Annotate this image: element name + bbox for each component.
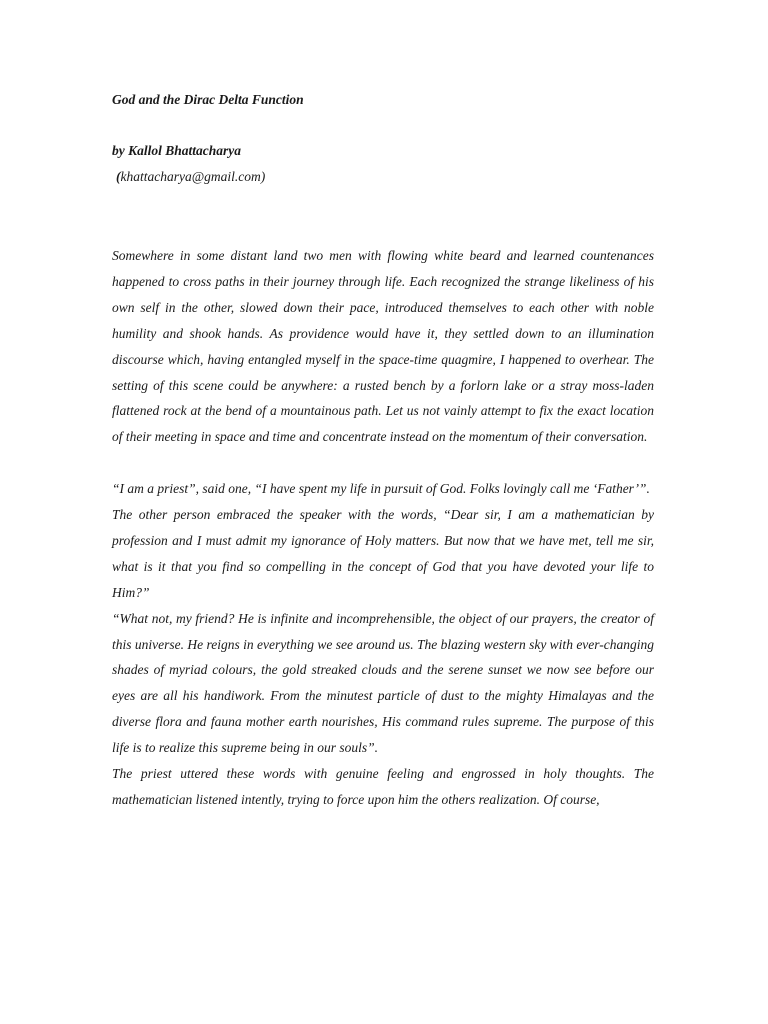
paragraph-narration: The priest uttered these words with genuine feeling and engrossed in holy thoughts. The mathematician listened intently, trying to force upon him the others realization. Of course, xyxy=(112,766,654,808)
author-byline: by Kallol Bhattacharya xyxy=(112,143,242,158)
email-address: khattacharya@gmail.com) xyxy=(120,169,266,184)
paragraph-intro: Somewhere in some distant land two men with flowing white beard and learned countenances happened to cross paths in their journey through life. Each recognized the strange likeliness of his own self in the other, slowed down their pace, introduced themselves to each other with noble humility and shook hands. As providence would have it, they settled down to an illumination discourse which, having entangled myself in the space-time quagmire, I happened to overhear. The setting of this scene could be anywhere: a rusted bench by a forlorn lake or a stray moss-laden flattened rock at the bend of a mountainous path. Let us not vainly attempt to fix the exact location of their meeting in space and time and concentrate instead on the momentum of their conversation. xyxy=(112,248,654,445)
paragraph-priest-answers: “What not, my friend? He is infinite and incomprehensible, the object of our prayers, the creator of this universe. He reigns in everything we see around us. The blazing western sky with ever-changing shades of myriad colours, the gold streaked clouds and the serene sunset we now see before our eyes are all his handiwork. From the minutest particle of dust to the mighty Himalayas and the diverse flora and fauna mother earth nourishes, His command rules supreme. The purpose of this life is to realize this supreme being in our souls”. xyxy=(112,610,655,756)
email-open-paren: ( xyxy=(116,169,121,184)
document-body xyxy=(112,243,654,813)
author-email xyxy=(116,169,265,185)
paragraph-priest-speaks: “I am a priest”, said one, “I have spent my life in pursuit of God. Folks lovingly call me ‘Father’”. xyxy=(112,481,650,497)
document-title: God and the Dirac Delta Function xyxy=(112,92,304,107)
paragraph-mathematician-asks: The other person embraced the speaker with the words, “Dear sir, I am a mathematician by profession and I must admit my ignorance of Holy matters. But now that we have met, tell me sir, what is it that you find so compelling in the concept of God that you have devoted your life to Him?” xyxy=(112,507,654,600)
document-page xyxy=(112,0,654,1024)
